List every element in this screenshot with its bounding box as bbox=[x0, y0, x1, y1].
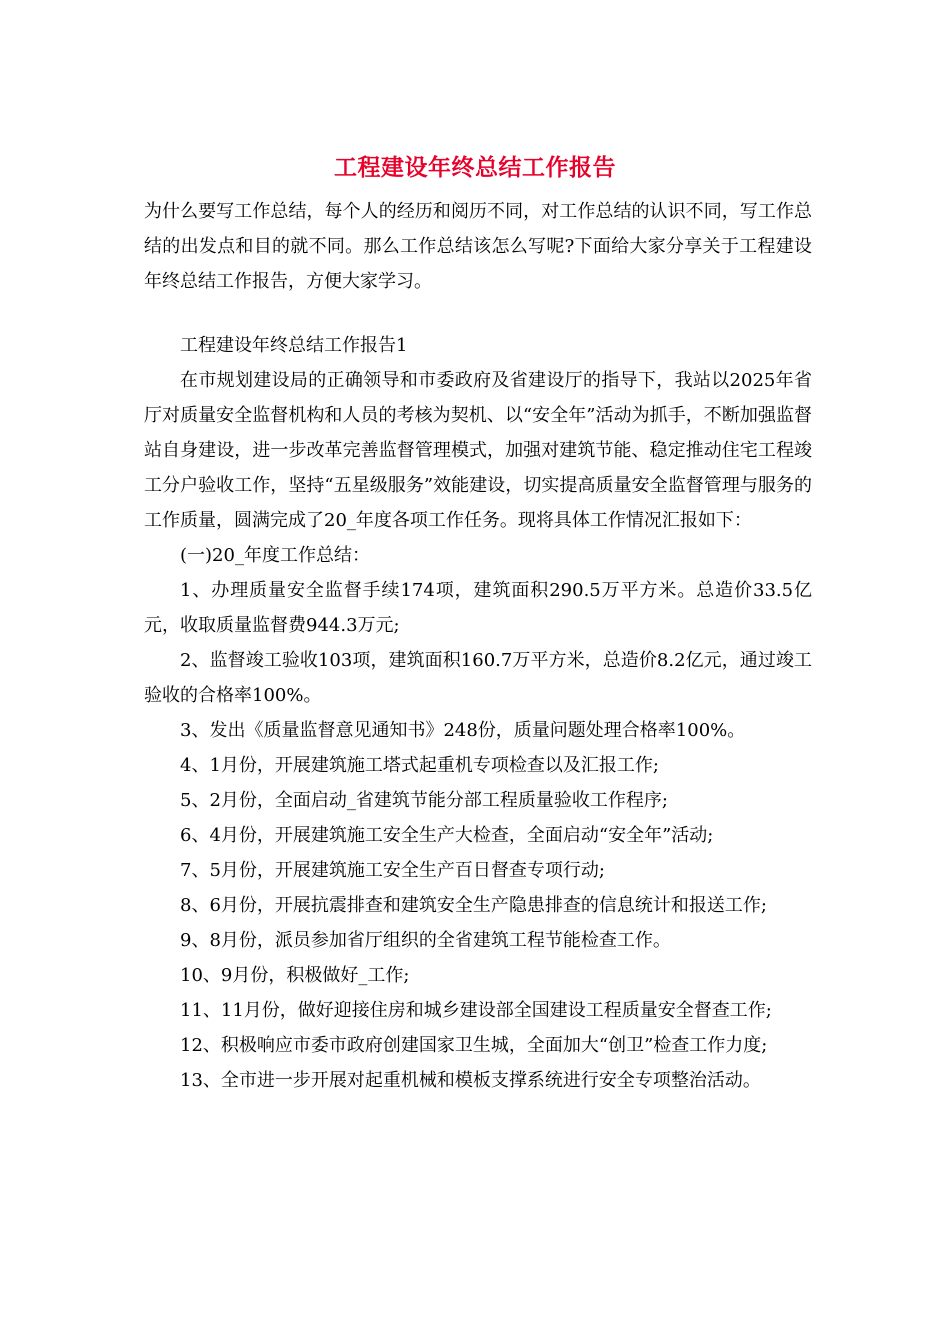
list-item: 9、8月份，派员参加省厅组织的全省建筑工程节能检查工作。 bbox=[180, 930, 671, 951]
section-body-paragraph: 在市规划建设局的正确领导和市委政府及省建设厅的指导下，我站以2025年省厅对质量安全监督机构和人员的考核为契机、以“安全年”活动为抓手，不断加强监督站自身建设，进一步改革完善监督管理模式，加强对建筑节能、稳定推动住宅工程竣工分户验收工作，坚持“五星级服务”效能建设，切实提高质量安全监督管理与服务的工作质量，圆满完成了20_年度各项工作任务。现将具体工作情况汇报如下： bbox=[144, 370, 812, 531]
list-item: 3、发出《质量监督意见通知书》248份，质量问题处理合格率100%。 bbox=[180, 720, 746, 741]
list-item: 5、2月份，全面启动_省建筑节能分部工程质量验收工作程序; bbox=[180, 790, 668, 811]
list-item: 7、5月份，开展建筑施工安全生产百日督查专项行动; bbox=[180, 860, 605, 881]
list-item: 13、全市进一步开展对起重机械和模板支撑系统进行安全专项整治活动。 bbox=[180, 1070, 761, 1091]
paragraph-gap bbox=[144, 299, 812, 328]
list-item: 1、办理质量安全监督手续174项，建筑面积290.5万平方米。总造价33.5亿元，收取质量监督费944.3万元; bbox=[144, 580, 812, 636]
intro-paragraph: 为什么要写工作总结，每个人的经历和阅历不同，对工作总结的认识不同，写工作总结的出发点和目的就不同。那么工作总结该怎么写呢?下面给大家分享关于工程建设年终总结工作报告，方便大家学习。 bbox=[144, 201, 812, 292]
list-item: 8、6月份，开展抗震排查和建筑安全生产隐患排查的信息统计和报送工作; bbox=[180, 895, 767, 916]
list-item: 4、1月份，开展建筑施工塔式起重机专项检查以及汇报工作; bbox=[180, 755, 659, 776]
list-item: 12、积极响应市委市政府创建国家卫生城，全面加大“创卫”检查工作力度; bbox=[180, 1035, 768, 1056]
subsection-heading: (一)20_年度工作总结： bbox=[180, 545, 370, 566]
document-body bbox=[144, 194, 812, 1098]
list-item: 6、4月份，开展建筑施工安全生产大检查，全面启动“安全年”活动; bbox=[180, 825, 714, 846]
list-item: 10、9月份，积极做好_工作; bbox=[180, 965, 410, 986]
section-heading: 工程建设年终总结工作报告1 bbox=[180, 335, 408, 356]
list-item: 2、监督竣工验收103项，建筑面积160.7万平方米，总造价8.2亿元，通过竣工验收的合格率100%。 bbox=[144, 650, 812, 706]
document-title: 工程建设年终总结工作报告 bbox=[334, 154, 616, 181]
list-item: 11、11月份，做好迎接住房和城乡建设部全国建设工程质量安全督查工作; bbox=[180, 1000, 772, 1021]
